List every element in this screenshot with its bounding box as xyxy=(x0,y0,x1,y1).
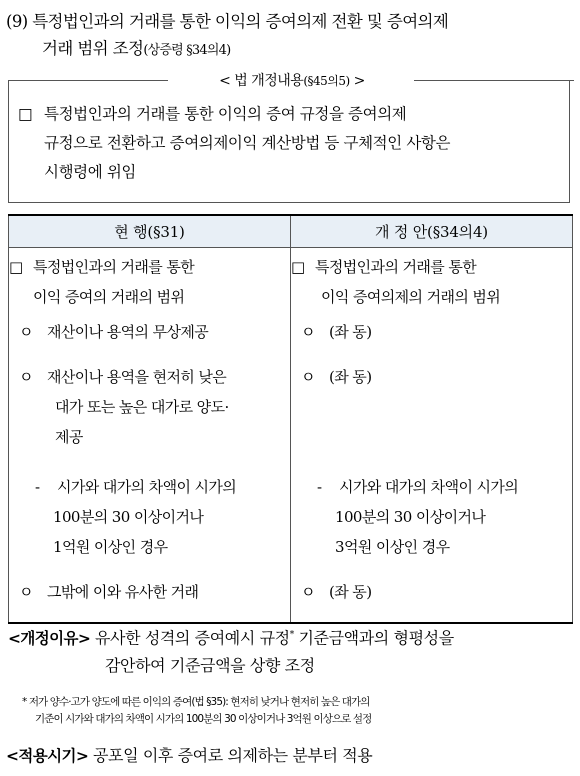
footnote xyxy=(22,694,577,728)
proposed-item2 xyxy=(291,362,573,392)
current-item3-text: 그밖에 이와 유사한 거래 xyxy=(47,583,199,601)
proposed-column xyxy=(291,248,573,624)
footnote-line1: 저가 양수·고가 양도에 따른 이익의 증여(법 §35): 현저히 낮거나 현저히 높은 대가의 xyxy=(28,696,370,708)
circle-bullet: ㅇ xyxy=(301,323,315,341)
current-item1 xyxy=(9,317,291,347)
proposed-dash-line3: 3억원 이상인 경우 xyxy=(335,538,450,556)
current-item2-line3: 제공 xyxy=(55,428,83,446)
proposed-item2-text: (좌 동) xyxy=(329,368,372,386)
proposed-box-item xyxy=(291,252,573,312)
section-title xyxy=(6,8,576,64)
current-item3 xyxy=(9,577,291,607)
dash-bullet: - xyxy=(35,478,40,496)
proposed-dash-line1: 시가와 대가의 차액이 시가의 xyxy=(339,478,519,496)
proposed-item1 xyxy=(291,317,573,347)
current-box-line2: 이익 증여의 거래의 범위 xyxy=(33,288,185,306)
current-item2 xyxy=(9,362,291,452)
current-item2-line2: 대가 또는 높은 대가로 양도· xyxy=(55,398,229,416)
law-box-label-close: > xyxy=(349,73,365,89)
circle-bullet: ㅇ xyxy=(301,583,315,601)
effective-label: <적용시기> xyxy=(6,747,89,765)
section-title-ref: (상증령 §34의4) xyxy=(143,43,231,58)
law-box-content xyxy=(18,100,566,187)
law-box-line1: 특정법인과의 거래를 통한 이익의 증여 규정을 증여의제 xyxy=(44,105,407,123)
checkbox-mark: □ xyxy=(18,105,33,123)
footnote-asterisk: * xyxy=(22,696,27,708)
proposed-item1-text: (좌 동) xyxy=(329,323,372,341)
reason-line1-pre: 유사한 성격의 증여예시 규정 xyxy=(94,628,290,648)
footnote-mark: * xyxy=(289,630,294,640)
law-box-line3: 시행령에 위임 xyxy=(44,163,136,181)
section-title-line2 xyxy=(6,35,576,64)
current-item1-text: 재산이나 용역의 무상제공 xyxy=(47,323,209,341)
current-column xyxy=(9,248,291,624)
revision-reason xyxy=(8,622,578,679)
effective-date xyxy=(6,744,576,768)
footnote-line2: 기준이 시가와 대가의 차액이 시가의 100분의 30 이상이거나 3억원 이상으로 설정 xyxy=(35,713,372,725)
reason-line2: 감안하여 기준금액을 상향 조정 xyxy=(105,656,315,676)
section-title-line1: (9) 특정법인과의 거래를 통한 이익의 증여의제 전환 및 증여의제 xyxy=(6,12,449,31)
proposed-item3-text: (좌 동) xyxy=(329,583,372,601)
header-proposed: 개 정 안(§34의4) xyxy=(291,215,573,248)
law-box-line2: 규정으로 전환하고 증여의제이익 계산방법 등 구체적인 사항은 xyxy=(44,134,451,152)
current-item2-line1: 재산이나 용역을 현저히 낮은 xyxy=(47,368,227,386)
circle-bullet: ㅇ xyxy=(19,583,33,601)
proposed-dash-item xyxy=(291,472,573,562)
circle-bullet: ㅇ xyxy=(301,368,315,386)
current-dash-line1: 시가와 대가의 차액이 시가의 xyxy=(57,478,237,496)
proposed-dash-line2: 100분의 30 이상이거나 xyxy=(335,508,486,526)
current-dash-line3: 1억원 이상인 경우 xyxy=(53,538,168,556)
law-box-label-text: < 법 개정내용 xyxy=(219,73,304,89)
current-box-line1: 특정법인과의 거래를 통한 xyxy=(33,258,195,276)
circle-bullet: ㅇ xyxy=(19,323,33,341)
law-box-label-ref: (§45의5) xyxy=(303,74,350,88)
dash-bullet: - xyxy=(317,478,322,496)
current-dash-line2: 100분의 30 이상이거나 xyxy=(53,508,204,526)
proposed-box-line2: 이익 증여의제의 거래의 범위 xyxy=(321,288,501,306)
checkbox-mark: □ xyxy=(9,258,23,276)
section-title-main: 거래 범위 조정 xyxy=(42,39,144,58)
effective-text: 공포일 이후 증여로 의제하는 분부터 적용 xyxy=(92,746,373,765)
reason-label: <개정이유> xyxy=(8,629,91,648)
checkbox-mark: □ xyxy=(291,258,305,276)
comparison-table xyxy=(8,214,573,624)
proposed-box-line1: 특정법인과의 거래를 통한 xyxy=(315,258,477,276)
circle-bullet: ㅇ xyxy=(19,368,33,386)
reason-line1-post: 기준금액과의 형평성을 xyxy=(293,628,454,648)
proposed-item3 xyxy=(291,577,573,607)
current-dash-item xyxy=(9,472,291,562)
header-current: 현 행(§31) xyxy=(9,215,291,248)
current-box-item xyxy=(9,252,291,312)
